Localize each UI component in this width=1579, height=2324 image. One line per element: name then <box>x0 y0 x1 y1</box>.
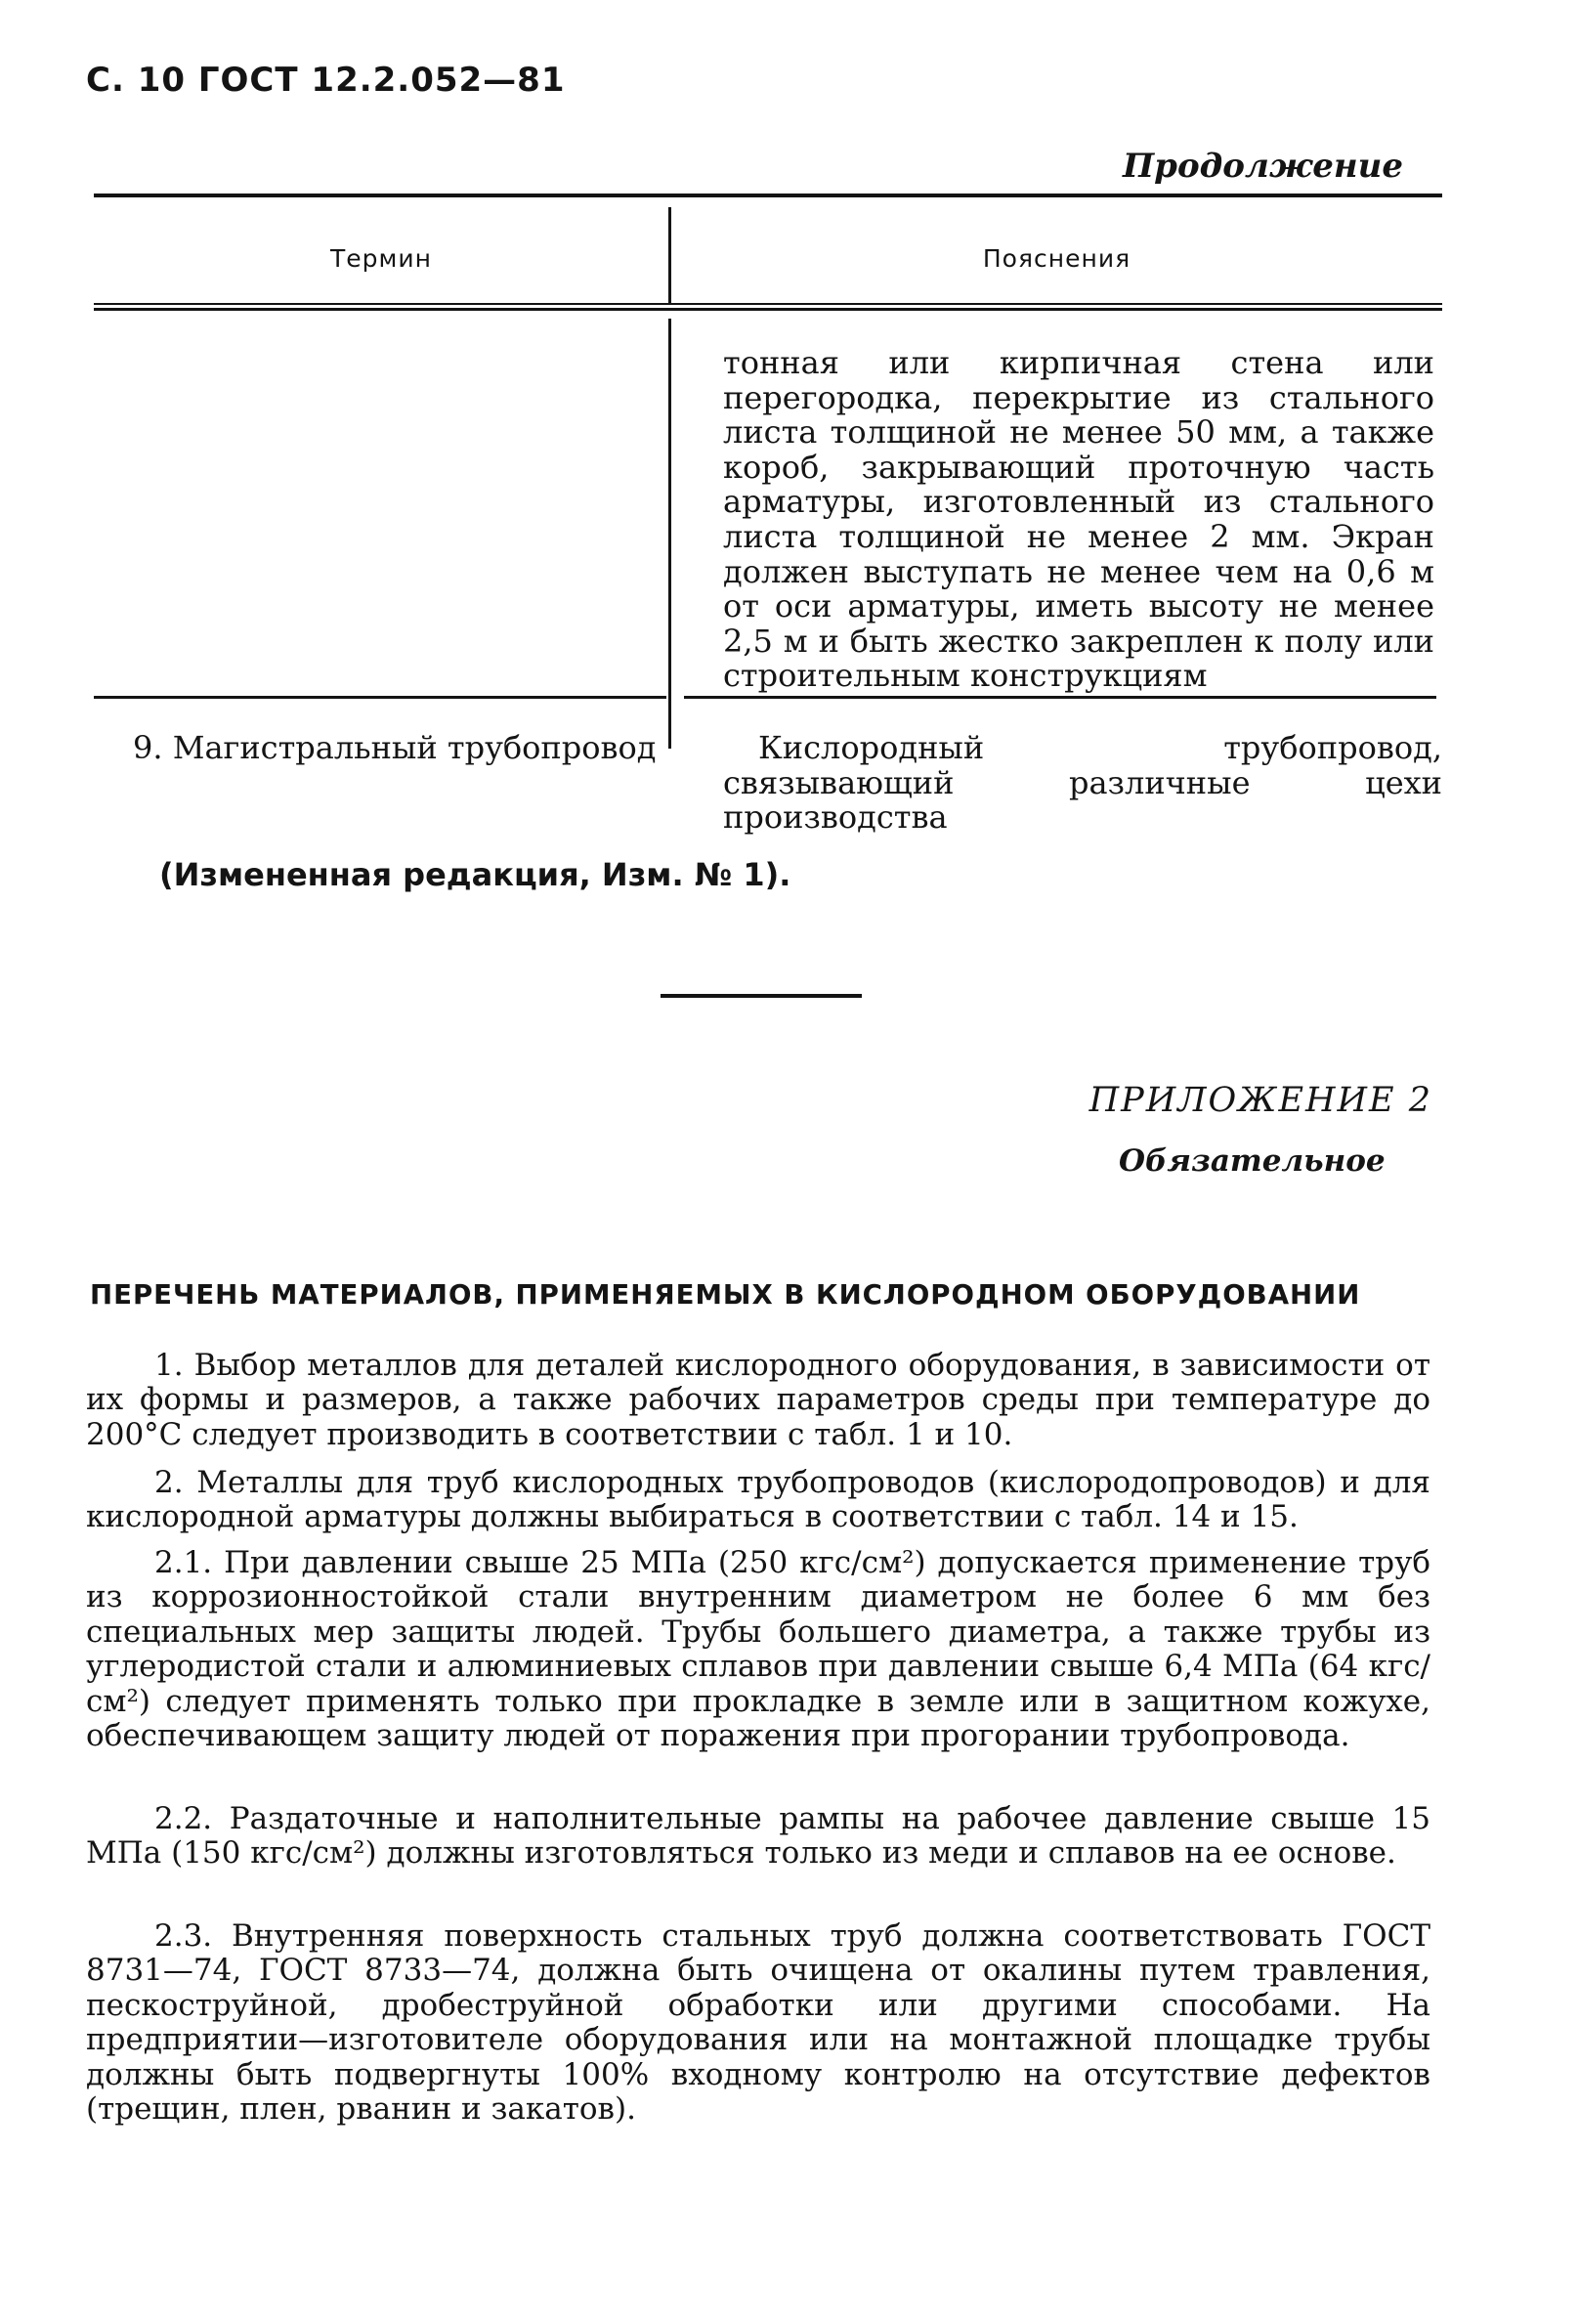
appendix-status: Обязательное <box>1119 1143 1386 1179</box>
page-header: С. 10 ГОСТ 12.2.052—81 <box>86 61 566 100</box>
column-header-explanation: Пояснения <box>982 244 1131 273</box>
column-header-term: Термин <box>330 244 432 273</box>
table-top-rule <box>94 194 1442 197</box>
table-row-rule-right <box>684 696 1436 699</box>
column-divider <box>668 207 671 303</box>
continuation-label: Продолжение <box>1123 147 1403 186</box>
table-row-rule-left <box>94 696 666 699</box>
column-divider <box>668 319 671 749</box>
section-title: ПЕРЕЧЕНЬ МАТЕРИАЛОВ, ПРИМЕНЯЕМЫХ В КИСЛОРОДНОМ ОБОРУДОВАНИИ <box>90 1278 1361 1311</box>
paragraph-2-1: 2.1. При давлении свыше 25 МПа (250 кгс/см²) допускается применение труб из коррозионностойкой стали внутренним диаметром не более 6 мм без специальных мер защиты людей. Трубы большего диаметра, а также трубы из углеродистой стали и алюминиевых сплавов при давлении свыше 6,4 МПа (64 кгс/см²) следует применять только при прокладке в земле или в защитном кожухе, обеспечивающем защиту людей от поражения при прогорании трубопровода. <box>86 1545 1430 1754</box>
paragraph-2-3: 2.3. Внутренняя поверхность стальных труб должна соответствовать ГОСТ 8731—74, ГОСТ 8733—74, должна быть очищена от окалины путем травления, пескоструйной, дробеструйной обработки или другими способами. На предприятии—изготовителе оборудования или на монтажной площадке трубы должны быть подвергнуты 100% входному контролю на отсутствие дефектов (трещин, плен, рванин и закатов). <box>86 1918 1430 2128</box>
amendment-note: (Измененная редакция, Изм. № 1). <box>159 856 791 893</box>
appendix-title: ПРИЛОЖЕНИЕ 2 <box>1088 1081 1432 1120</box>
paragraph-2: 2. Металлы для труб кислородных трубопроводов (кислородопроводов) и для кислородной арматуры должны выбираться в соответствии с табл. 14 и 15. <box>86 1465 1430 1535</box>
paragraph-1: 1. Выбор металлов для деталей кислородного оборудования, в зависимости от их формы и размеров, а также рабочих параметров среды при температуре до 200°С следует производить в соответствии с табл. 1 и 10. <box>86 1348 1430 1452</box>
table-header-rule <box>94 303 1442 311</box>
paragraph-2-2: 2.2. Раздаточные и наполнительные рампы на рабочее давление свыше 15 МПа (150 кгс/см²) должны изготовляться только из меди и сплавов на ее основе. <box>86 1801 1430 1872</box>
section-separator <box>661 994 862 998</box>
table-row-2-term: 9. Магистральный трубопровод <box>133 729 657 766</box>
table-row-2-explanation: Кислородный трубопровод, связывающий различные цехи производства <box>723 729 1442 837</box>
table-row-1-explanation: тонная или кирпичная стена или перегородка, перекрытие из стального листа толщиной не менее 50 мм, а также короб, закрывающий проточную часть арматуры, изготовленный из стального листа толщиной не менее 2 мм. Экран должен выступать не менее чем на 0,6 м от оси арматуры, иметь высоту не менее 2,5 м и быть жестко закреплен к полу или строительным конструкциям <box>723 344 1434 695</box>
